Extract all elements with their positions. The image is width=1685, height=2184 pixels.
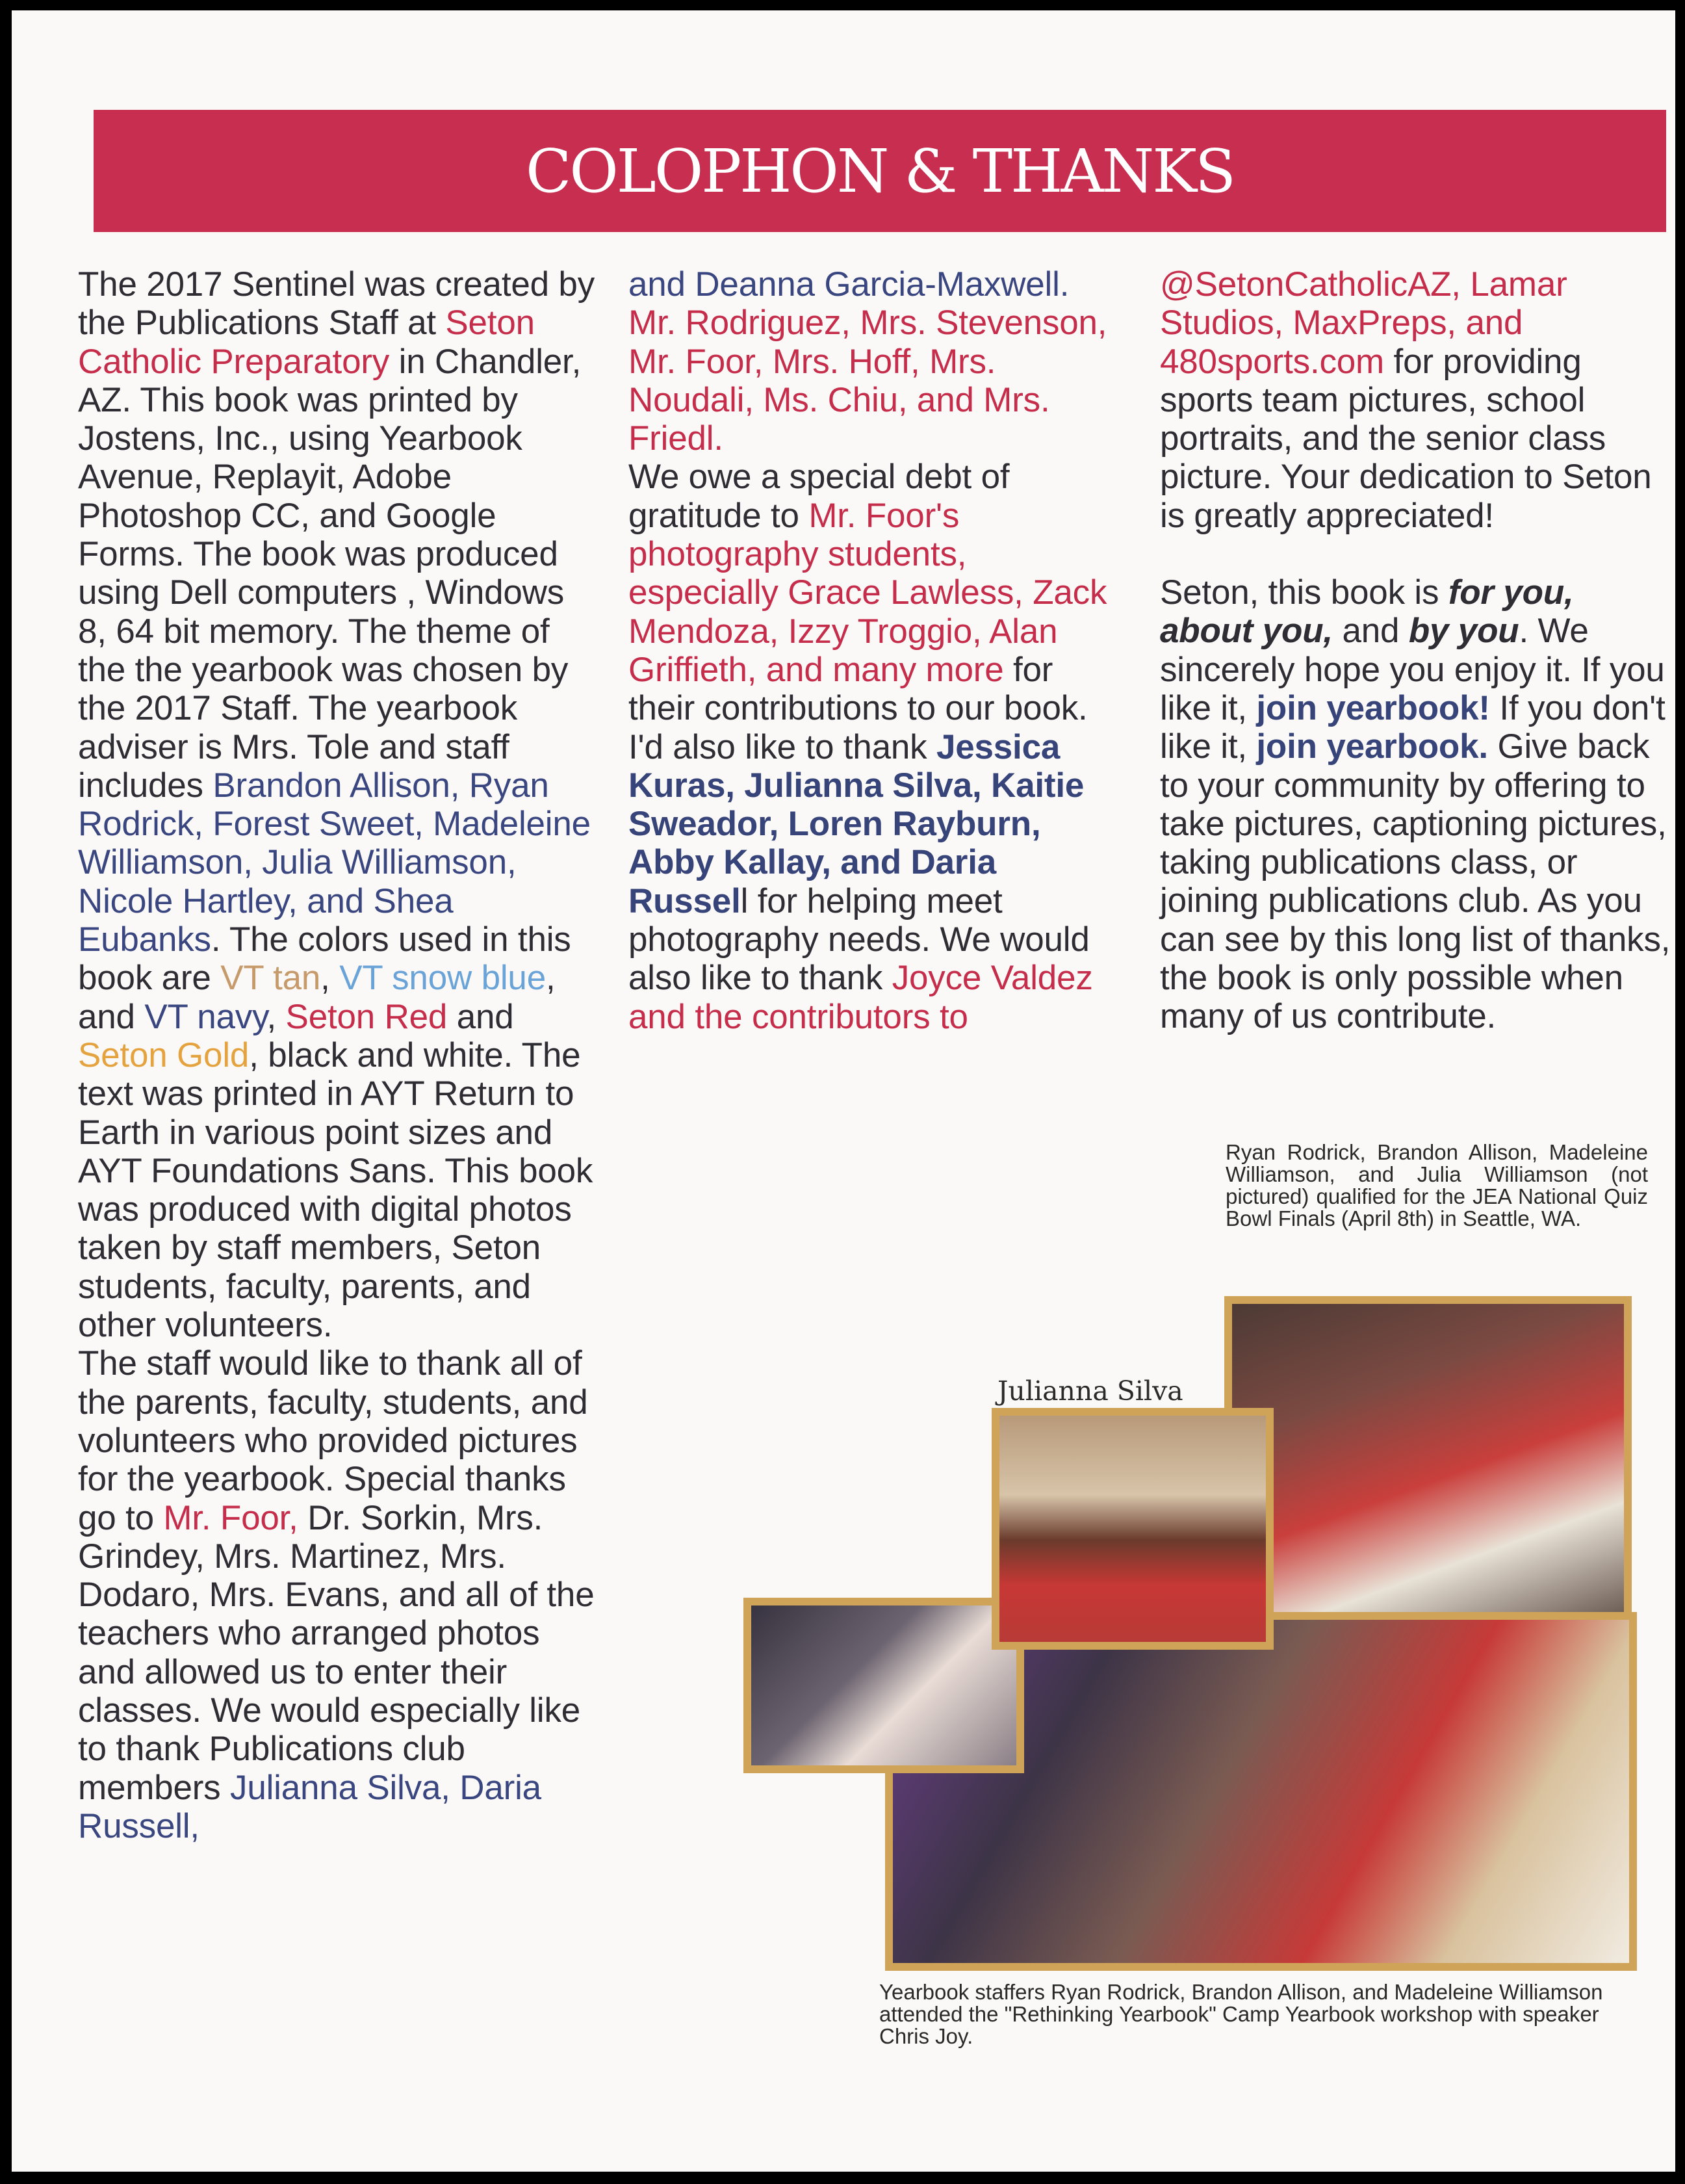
emphasis-by-you: by you (1408, 612, 1519, 651)
helper-names: Jessica Kuras, Julianna Silva, Kaitie Sweador, Loren Rayburn, Abby Kallay, and Daria Russel (628, 727, 1085, 920)
workshop-sign-photo (743, 1598, 1024, 1773)
separator: , and (78, 959, 556, 1036)
closing-text: Seton, this book is (1160, 573, 1448, 612)
yearbook-page (12, 10, 1675, 2172)
quiz-bowl-photo (1224, 1296, 1632, 1624)
colophon-text: . The colors used in this book are (78, 920, 571, 998)
thanks-highlight: Mr. Foor, (163, 1498, 298, 1537)
gratitude-text: for helping meet photography needs. We would also like to thank (628, 881, 1090, 998)
school-name: Seton Catholic Preparatory (78, 304, 535, 381)
teacher-names: Mr. Rodriguez, Mrs. Stevenson, Mr. Foor, Mrs. Hoff, Mrs. Noudali, Ms. Chiu, and Mrs. Friedl. (628, 304, 1107, 458)
quiz-bowl-caption: Ryan Rodrick, Brandon Allison, Madeleine Williamson, and Julia Williamson (not pictured) qualified for the JEA National Quiz Bowl Finals (April 8th) in Seattle, WA. (1226, 1140, 1648, 1230)
color-vt-navy: VT navy (144, 997, 267, 1036)
camp-yearbook-caption: Yearbook staffers Ryan Rodrick, Brandon Allison, and Madeleine Williamson attended the "Rethinking Yearbook" Camp Yearbook workshop with speaker Chris Joy. (879, 1980, 1603, 2048)
text-column-1 (78, 265, 598, 1845)
separator: and (447, 997, 514, 1036)
colophon-text: in Chandler, AZ. This book was printed by Jostens, Inc., using Yearbook Avenue, Replayit, Adobe Photoshop CC, and Google Forms. The book was produced using Dell computers , Windows 8, 64 bit memory. The theme of the the yearbook was chosen by the 2017 Staff. The yearbook adviser is Mrs. Tole and staff includes (78, 342, 582, 805)
text-column-2 (628, 265, 1122, 1036)
closing-text: Give back to your community by offering to take pictures, captioning pictures, taking publications class, or joining publications club. As you can see by this long list of thanks, the book is only possible when many of us contribute. (1160, 727, 1671, 1036)
separator: , (266, 997, 286, 1036)
closing-text: If you don't like it, (1160, 688, 1666, 766)
join-yearbook-highlight: join yearbook. (1256, 727, 1488, 766)
color-vt-snow-blue: VT snow blue (339, 959, 546, 998)
thanks-text: Dr. Sorkin, Mrs. Grindey, Mrs. Martinez, Mrs. Dodaro, Mrs. Evans, and all of the teachers who arranged photos and allowed us to enter their classes. We would especially like to thank Publications club members (78, 1498, 595, 1807)
gratitude-paragraph (628, 458, 1122, 1035)
colophon-text: , black and white. The text was printed in AYT Return to Earth in various point sizes and AYT Foundations Sans. This book was produced with digital photos taken by staff members, Seton students, faculty, parents, and other volunteers. (78, 1035, 593, 1345)
closing-text: . We sincerely hope you enjoy it. If you like it, (1160, 612, 1665, 727)
page-title: COLOPHON & THANKS (525, 136, 1235, 206)
title-banner (94, 110, 1666, 232)
text-column-3 (1160, 265, 1673, 1036)
colophon-paragraph (78, 265, 598, 1344)
contributors-highlight: Joyce Valdez and the contributors to (628, 959, 1093, 1036)
photography-students: Mr. Foor's photography students, especially Grace Lawless, Zack Mendoza, Izzy Troggio, Alan Griffieth, and many more (628, 496, 1107, 689)
thanks-text: The staff would like to thank all of the parents, faculty, students, and volunteers who provided pictures for the yearbook. Special thanks go to (78, 1344, 588, 1537)
julianna-photo-label: Julianna Silva (997, 1375, 1183, 1407)
emphasis-for-you: for you, about you, (1160, 573, 1574, 651)
thanks-continued-paragraph (628, 265, 1122, 458)
club-members: Julianna Silva, Daria Russell, (78, 1768, 541, 1845)
color-vt-tan: VT tan (220, 959, 321, 998)
separator: , (320, 959, 340, 998)
join-yearbook-highlight: join yearbook! (1256, 688, 1490, 727)
staff-names: Brandon Allison, Ryan Rodrick, Forest Sweet, Madeleine Williamson, Julia Williamson, Nicole Hartley, and Shea Eubanks (78, 766, 591, 959)
color-seton-gold: Seton Gold (78, 1035, 250, 1074)
sources-paragraph (1160, 265, 1673, 535)
gratitude-text: for their contributions to our book. I'd also like to thank (628, 650, 1088, 766)
sources-text: for providing sports team pictures, school portraits, and the senior class picture. Your dedication to Seton is greatly appreciated! (1160, 342, 1652, 535)
gratitude-text: We owe a special debt of gratitude to (628, 458, 1010, 535)
closing-paragraph (1160, 573, 1673, 1036)
club-members: and Deanna Garcia-Maxwell. (628, 265, 1070, 304)
closing-text: and (1332, 612, 1409, 651)
thanks-paragraph (78, 1344, 598, 1845)
color-seton-red: Seton Red (285, 997, 448, 1036)
colophon-text: The 2017 Sentinel was created by the Publications Staff at (78, 265, 595, 343)
julianna-silva-photo (992, 1408, 1274, 1650)
photo-sources: @SetonCatholicAZ, Lamar Studios, MaxPreps, and 480sports.com (1160, 265, 1567, 381)
gratitude-text: l (740, 881, 749, 920)
